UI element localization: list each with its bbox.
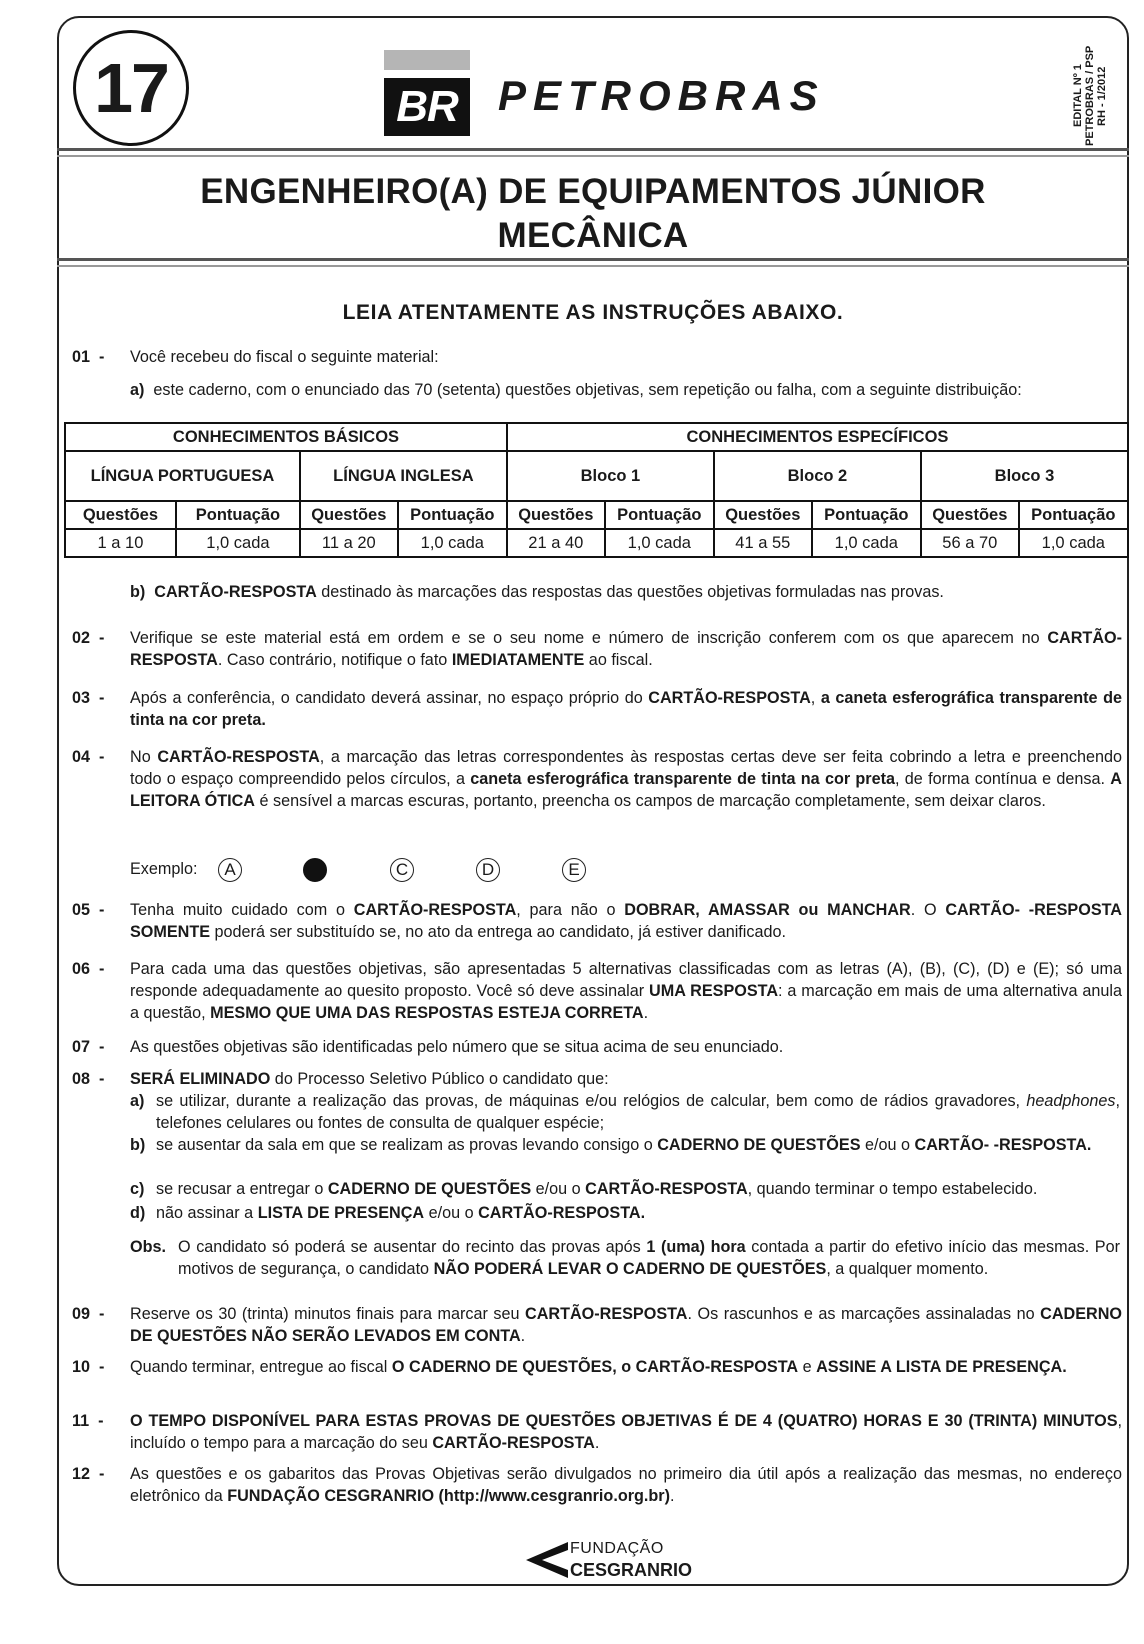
instruction-11 xyxy=(72,1410,1122,1454)
instructions-heading: LEIA ATENTAMENTE AS INSTRUÇÕES ABAIXO. xyxy=(342,301,844,324)
table-cell: 11 a 20 xyxy=(300,529,398,557)
logo-grey-bar xyxy=(384,50,470,70)
instruction-07 xyxy=(72,1036,1122,1058)
example-label: Exemplo: xyxy=(130,860,198,878)
answer-bubble-d: D xyxy=(476,858,500,882)
item-text: No CARTÃO-RESPOSTA, a marcação das letras correspondentes às respostas certas deve ser feita cobrindo a letra e preenchendo todo o espaço compreendido pelos círculos, a caneta esferográfica transparente de tinta na cor preta, de forma contínua e densa. A LEITORA ÓTICA é sensível a marcas escuras, portanto, preencha os campos de marcação completamente, sem deixar claros. xyxy=(130,748,1122,810)
column-header: Questões xyxy=(300,501,398,529)
item-number: 05 - xyxy=(72,901,105,919)
subject-header: Bloco 1 xyxy=(507,451,714,501)
subject-header: Bloco 2 xyxy=(714,451,921,501)
instruction-01 xyxy=(72,346,1122,368)
instruction-08b: b) se ausentar da sala em que se realizam as provas levando consigo o CADERNO DE QUESTÕES e/ou o CARTÃO- -RESPOSTA. xyxy=(130,1136,1092,1154)
instruction-09 xyxy=(72,1303,1122,1347)
column-header: Pontuação xyxy=(176,501,300,529)
item-number: 02 - xyxy=(72,629,105,647)
answer-bubble-filled xyxy=(303,858,327,882)
divider xyxy=(57,265,1129,267)
column-header: Questões xyxy=(714,501,812,529)
edital-line: RH - 1/2012 xyxy=(1096,66,1108,126)
instruction-08a: a) se utilizar, durante a realização das provas, de máquinas e/ou relógios de calcular, bem como de rádios gravadores, headphones, telefones celulares ou fontes de consulta de qualquer espécie; xyxy=(130,1092,1120,1132)
column-header: Pontuação xyxy=(605,501,714,529)
instruction-03 xyxy=(72,687,1122,731)
edital-info xyxy=(1072,34,1108,158)
instruction-08 xyxy=(72,1068,1122,1090)
instruction-08c: c) se recusar a entregar o CADERNO DE QUESTÕES e/ou o CARTÃO-RESPOSTA, quando terminar o tempo estabelecido. xyxy=(130,1180,1038,1198)
table-cell: 1 a 10 xyxy=(65,529,176,557)
column-header: Questões xyxy=(507,501,605,529)
column-header: Pontuação xyxy=(1019,501,1128,529)
column-header: Questões xyxy=(921,501,1019,529)
instruction-01b: b) CARTÃO-RESPOSTA destinado às marcações das respostas das questões objetivas formuladas nas provas. xyxy=(130,583,944,601)
group-header: CONHECIMENTOS BÁSICOS xyxy=(65,423,507,451)
instruction-10 xyxy=(72,1356,1122,1378)
footer-line: CESGRANRIO xyxy=(570,1560,693,1580)
item-number: 04 - xyxy=(72,748,105,766)
cesgranrio-logo xyxy=(524,1538,693,1584)
item-number: 07 - xyxy=(72,1038,105,1056)
column-header: Pontuação xyxy=(812,501,921,529)
item-text: As questões objetivas são identificadas pelo número que se situa acima de seu enunciado. xyxy=(130,1038,784,1056)
item-text: Após a conferência, o candidato deverá assinar, no espaço próprio do CARTÃO-RESPOSTA, a caneta esferográfica transparente de tinta na cor preta. xyxy=(130,689,1122,729)
instruction-05 xyxy=(72,899,1122,943)
exam-number-badge: 17 xyxy=(73,30,189,146)
group-header: CONHECIMENTOS ESPECÍFICOS xyxy=(507,423,1128,451)
item-number: 08 - xyxy=(72,1070,105,1088)
instruction-12 xyxy=(72,1463,1122,1507)
item-number: 06 - xyxy=(72,960,105,978)
item-text: O TEMPO DISPONÍVEL PARA ESTAS PROVAS DE QUESTÕES OBJETIVAS É DE 4 (QUATRO) HORAS E 30 (TRINTA) MINUTOS, incluído o tempo para a marcação do seu CARTÃO-RESPOSTA. xyxy=(130,1412,1122,1452)
item-text: Verifique se este material está em ordem e se o seu nome e número de inscrição conferem com os que aparecem no CARTÃO-RESPOSTA. Caso contrário, notifique o fato IMEDIATAMENTE ao fiscal. xyxy=(130,629,1122,669)
divider xyxy=(57,155,1129,157)
table-cell: 1,0 cada xyxy=(176,529,300,557)
instruction-08-obs: Obs. O candidato só poderá se ausentar do recinto das provas após 1 (uma) hora contada a partir do efetivo início das mesmas. Por motivos de segurança, o candidato NÃO PODERÁ LEVAR O CADERNO DE QUESTÕES, a qualquer momento. xyxy=(130,1238,1120,1278)
table-cell: 56 a 70 xyxy=(921,529,1019,557)
column-header: Questões xyxy=(65,501,176,529)
page-title xyxy=(57,170,1129,258)
item-number: 03 - xyxy=(72,689,105,707)
title-line: MECÂNICA xyxy=(497,216,689,255)
subject-header: LÍNGUA INGLESA xyxy=(300,451,507,501)
table-cell: 1,0 cada xyxy=(398,529,507,557)
title-line: ENGENHEIRO(A) DE EQUIPAMENTOS JÚNIOR xyxy=(200,172,986,211)
petrobras-logo xyxy=(384,50,470,136)
divider xyxy=(57,148,1129,151)
item-text: As questões e os gabaritos das Provas Objetivas serão divulgados no primeiro dia útil após a realização das mesmas, no endereço eletrônico da FUNDAÇÃO CESGRANRIO (http://www.cesgranrio.org.br). xyxy=(130,1465,1122,1505)
item-number: 01 - xyxy=(72,348,105,366)
answer-bubble-e: E xyxy=(562,858,586,882)
item-number: 09 - xyxy=(72,1305,105,1323)
item-text: Reserve os 30 (trinta) minutos finais para marcar seu CARTÃO-RESPOSTA. Os rascunhos e as marcações assinaladas no CADERNO DE QUESTÕES NÃO SERÃO LEVADOS EM CONTA. xyxy=(130,1305,1122,1345)
table-cell: 1,0 cada xyxy=(812,529,921,557)
subject-header: Bloco 3 xyxy=(921,451,1128,501)
subject-header: LÍNGUA PORTUGUESA xyxy=(65,451,300,501)
footer-line: FUNDAÇÃO xyxy=(570,1540,664,1557)
logo-br-mark: BR xyxy=(384,78,470,136)
item-text: Você recebeu do fiscal o seguinte material: xyxy=(130,348,439,366)
item-text: SERÁ ELIMINADO do Processo Seletivo Público o candidato que: xyxy=(130,1070,609,1088)
instruction-06 xyxy=(72,958,1122,1024)
instruction-04 xyxy=(72,746,1122,812)
table-cell: 1,0 cada xyxy=(1019,529,1128,557)
answer-bubble-c: C xyxy=(390,858,414,882)
item-text: Tenha muito cuidado com o CARTÃO-RESPOSTA, para não o DOBRAR, AMASSAR ou MANCHAR. O CARTÃO- -RESPOSTA SOMENTE poderá ser substituído se, no ato da entrega ao candidato, já estiver danificado. xyxy=(130,901,1122,941)
question-distribution-table xyxy=(64,422,1129,558)
instruction-01a: a) este caderno, com o enunciado das 70 (setenta) questões objetivas, sem repetição ou falha, com a seguinte distribuição: xyxy=(130,381,1022,399)
instruction-08d: d) não assinar a LISTA DE PRESENÇA e/ou o CARTÃO-RESPOSTA. xyxy=(130,1204,646,1222)
item-text: Para cada uma das questões objetivas, são apresentadas 5 alternativas classificadas com as letras (A), (B), (C), (D) e (E); só uma responde adequadamente ao quesito proposto. Você só deve assinalar UMA RESPOSTA: a marcação em mais de uma alternativa anula a questão, MESMO QUE UMA DAS RESPOSTAS ESTEJA CORRETA. xyxy=(130,960,1122,1022)
table-cell: 21 a 40 xyxy=(507,529,605,557)
item-number: 12 - xyxy=(72,1465,105,1483)
table-cell: 41 a 55 xyxy=(714,529,812,557)
table-cell: 1,0 cada xyxy=(605,529,714,557)
instruction-02 xyxy=(72,627,1122,671)
item-number: 10 - xyxy=(72,1358,105,1376)
edital-line: PETROBRAS / PSP xyxy=(1084,45,1096,147)
item-text: Quando terminar, entregue ao fiscal O CADERNO DE QUESTÕES, o CARTÃO-RESPOSTA e ASSINE A LISTA DE PRESENÇA. xyxy=(130,1358,1067,1376)
divider xyxy=(57,258,1129,261)
answer-bubble-a: A xyxy=(218,858,242,882)
column-header: Pontuação xyxy=(398,501,507,529)
brand-name: PETROBRAS xyxy=(498,72,825,119)
edital-line: EDITAL Nº 1 xyxy=(1072,64,1084,128)
item-number: 11 - xyxy=(72,1412,104,1430)
cesgranrio-mark-icon xyxy=(524,1538,570,1584)
